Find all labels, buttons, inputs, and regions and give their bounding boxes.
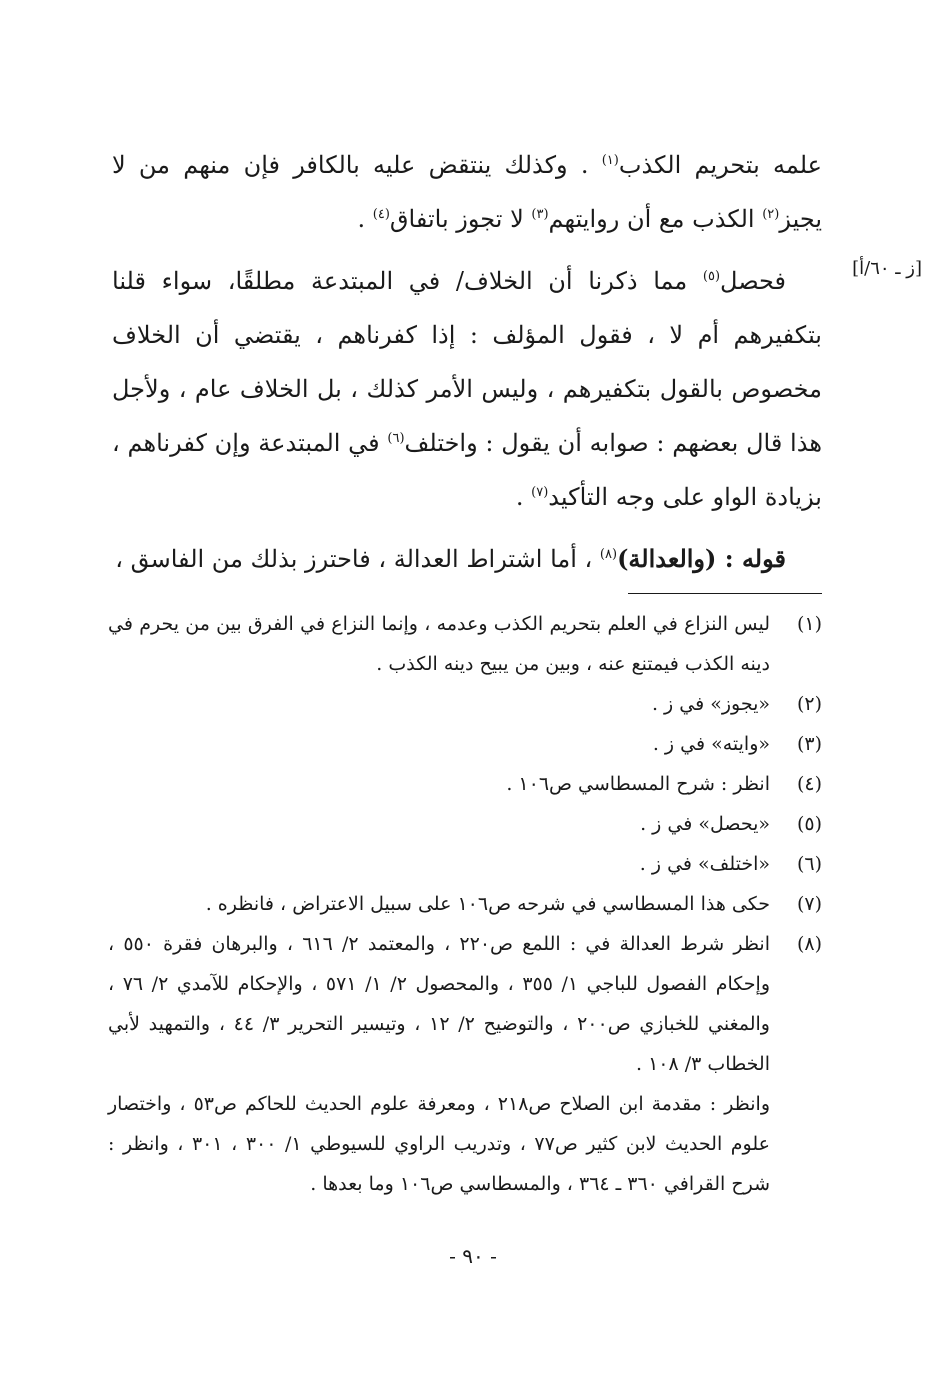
manuscript-folio-marker: [ز ـ ٦٠/أ] bbox=[852, 258, 922, 279]
footnote-text: «وايته» في ز . bbox=[652, 733, 770, 755]
paragraph-3 bbox=[112, 532, 822, 586]
footnote-text: «يحصل» في ز . bbox=[640, 813, 770, 835]
footnote-number: (٣) bbox=[796, 733, 822, 755]
footnote-ref[interactable]: (١) bbox=[601, 153, 619, 168]
footnote-number: (٨) bbox=[796, 933, 822, 955]
text-run: الكذب مع أن روايتهم bbox=[548, 205, 763, 233]
text-run: . bbox=[357, 205, 373, 233]
footnote-number: (١) bbox=[796, 613, 822, 635]
text-run: ، أما اشتراط العدالة ، فاحترز بذلك من الفاسق ، bbox=[115, 545, 600, 573]
footnote-item bbox=[108, 844, 822, 884]
footnote-item bbox=[108, 604, 822, 684]
footnote-ref[interactable]: (٧) bbox=[531, 485, 549, 500]
footnote-item bbox=[108, 924, 822, 1084]
footnote-ref[interactable]: (٨) bbox=[599, 547, 618, 562]
footnote-ref[interactable]: (٢) bbox=[762, 207, 780, 222]
footnote-text: «اختلف» في ز . bbox=[639, 853, 770, 875]
main-text bbox=[112, 138, 822, 586]
text-run: علمه بتحريم الكذب bbox=[618, 151, 823, 179]
footnote-text: ليس النزاع في العلم بتحريم الكذب وعدمه ، وإنما النزاع في الفرق بين من يحرم في دينه الكذب فيمتنع عنه ، وبين من يبيح دينه الكذب . bbox=[108, 613, 770, 675]
text-run: لا تجوز باتفاق bbox=[389, 205, 532, 233]
text-run: . وكذلك ينتقض عليه بالكافر فإن منهم من لا يجيز bbox=[112, 151, 822, 233]
footnote-number: (٧) bbox=[796, 893, 822, 915]
footnote-item bbox=[108, 764, 822, 804]
footnote-divider bbox=[628, 593, 822, 594]
footnote-item bbox=[108, 724, 822, 764]
footnote-item bbox=[108, 804, 822, 844]
footnote-ref[interactable]: (٤) bbox=[372, 207, 390, 222]
footnote-number: (٢) bbox=[796, 693, 822, 715]
footnote-item bbox=[108, 884, 822, 924]
footnotes-section bbox=[108, 604, 822, 1204]
footnote-text: انظر : شرح المسطاسي ص١٠٦ . bbox=[506, 773, 770, 795]
footnote-text: انظر شرط العدالة في : اللمع ص٢٢٠ ، والمعتمد ٢/ ٦١٦ ، والبرهان فقرة ٥٥٠ ، وإحكام الفصول للباجي ١/ ٣٥٥ ، والمحصول ٢/ ١/ ٥٧١ ، والإحكام للآمدي ٢/ ٧٦ ، والمغني للخبازي ص٢٠٠ ، والتوضيح ٢/ ١٢ ، وتيسير التحرير ٣/ ٤٤ ، والتمهيد لأبي الخطاب ٣/ ١٠٨ . bbox=[108, 933, 771, 1075]
footnote-ref[interactable]: (٦) bbox=[387, 431, 405, 446]
page-number: - ٩٠ - bbox=[449, 1244, 497, 1268]
quoted-heading: قوله : (والعدالة) bbox=[617, 544, 786, 573]
footnote-number: (٤) bbox=[796, 773, 822, 795]
text-run: . bbox=[515, 483, 532, 511]
footnote-number: (٦) bbox=[796, 853, 822, 875]
footnote-ref[interactable]: (٥) bbox=[702, 269, 721, 284]
footnote-item bbox=[108, 684, 822, 724]
footnote-ref[interactable]: (٣) bbox=[531, 207, 549, 222]
footnote-text: «يجوز» في ز . bbox=[651, 693, 770, 715]
footnote-continuation: وانظر : مقدمة ابن الصلاح ص٢١٨ ، ومعرفة علوم الحديث للحاكم ص٥٣ ، واختصار علوم الحديث لابن كثير ص٧٧ ، وتدريب الراوي للسيوطي ١/ ٣٠٠ ، ٣٠١ ، وانظر : شرح القرافي ٣٦٠ ـ ٣٦٤ ، والمسطاسي ص١٠٦ وما بعدها . bbox=[108, 1093, 770, 1195]
text-run: في المبتدعة وإن كفرناهم ، بزيادة الواو على وجه التأكيد bbox=[112, 429, 822, 511]
text-run: مما ذكرنا أن الخلاف/ في المبتدعة مطلقًا، سواء قلنا بتكفيرهم أم لا ، فقول المؤلف : إذا كفرناهم ، يقتضي أن الخلاف مخصوص بالقول بتكفيرهم ، وليس الأمر كذلك ، بل الخلاف عام ، ولأجل هذا قال بعضهم : صوابه أن يقول : واختلف bbox=[112, 267, 822, 457]
text-run: فحصل bbox=[720, 267, 786, 295]
paragraph-1 bbox=[112, 138, 822, 246]
footnote-text: حكى هذا المسطاسي في شرحه ص١٠٦ على سبيل الاعتراض ، فانظره . bbox=[205, 893, 770, 915]
footnote-number: (٥) bbox=[796, 813, 822, 835]
paragraph-2 bbox=[112, 254, 822, 524]
